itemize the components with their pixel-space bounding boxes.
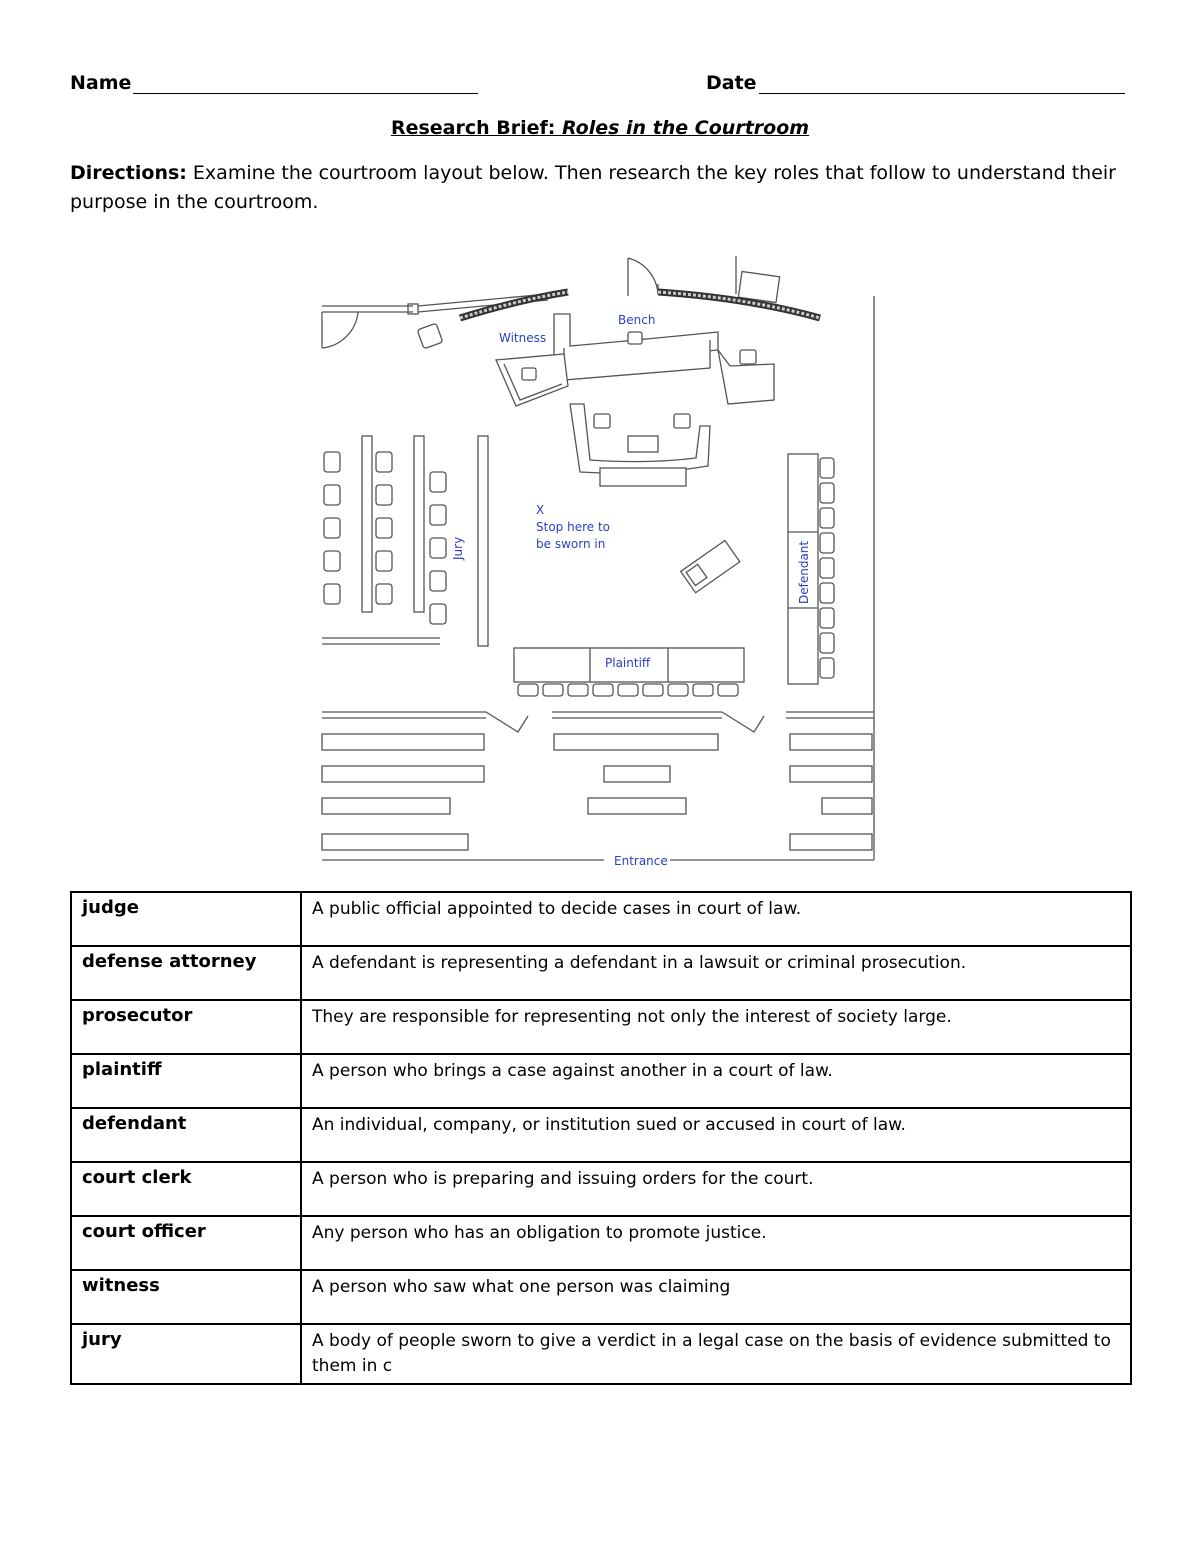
role-definition[interactable]: A public official appointed to decide cases in court of law. [301,892,1131,946]
role-definition[interactable]: A person who saw what one person was claiming [301,1270,1131,1324]
date-label: Date [706,72,757,94]
role-term: defense attorney [71,946,301,1000]
gate-left [486,712,528,732]
chair-icon [430,505,446,525]
date-blank-line[interactable] [759,73,1125,94]
chair-icon [417,323,443,349]
chair-icon [820,483,834,503]
chair-icon [376,485,392,505]
role-row [71,1270,1131,1324]
chair-icon [324,518,340,538]
chair-icon [376,551,392,571]
page-title [0,117,1200,139]
role-definition[interactable]: An individual, company, or institution sued or accused in court of law. [301,1108,1131,1162]
directions-text: Examine the courtroom layout below. Then research the key roles that follow to understand their purpose in the courtroom. [70,162,1116,213]
gate-right [722,712,764,732]
chair-icon [668,684,688,696]
defendant-label: Defendant [797,540,811,604]
title-prefix: Research Brief: [390,117,562,139]
role-term: court clerk [71,1162,301,1216]
chair-icon [324,485,340,505]
chair-icon [430,571,446,591]
name-label: Name [70,72,132,94]
directions-paragraph [70,159,1130,217]
chair-icon [593,684,613,696]
role-definition[interactable]: A body of people sworn to give a verdict in a legal case on the basis of evidence submitted to them in c [301,1324,1131,1384]
witness-label: Witness [499,331,547,345]
chair-icon [430,604,446,624]
chair-icon [376,584,392,604]
chair-icon [643,684,663,696]
sworn-mark: X [536,503,545,517]
role-definition[interactable]: A defendant is representing a defendant in a lawsuit or criminal prosecution. [301,946,1131,1000]
chair-icon [820,508,834,528]
chair-icon [820,608,834,628]
sworn-line2: be sworn in [536,537,606,551]
role-definition[interactable]: Any person who has an obligation to promote justice. [301,1216,1131,1270]
chair-icon [430,538,446,558]
chair-icon [324,452,340,472]
role-row [71,1054,1131,1108]
role-term: judge [71,892,301,946]
role-row [71,1324,1131,1384]
directions-label: Directions: [70,162,187,184]
chair-icon [693,684,713,696]
bench-label: Bench [618,313,656,327]
roles-table [70,891,1132,1385]
title-emphasis: Roles in the Courtroom [561,117,810,139]
role-definition[interactable]: A person who is preparing and issuing orders for the court. [301,1162,1131,1216]
role-term: prosecutor [71,1000,301,1054]
name-blank-line[interactable] [133,73,478,94]
role-definition[interactable]: They are responsible for representing not only the interest of society large. [301,1000,1131,1054]
chair-icon [568,684,588,696]
chair-icon [618,684,638,696]
sworn-line1: Stop here to [536,520,610,534]
court-reporter-chair-icon [594,414,610,428]
chair-icon [324,584,340,604]
door-swing-top [628,258,658,294]
chair-icon [376,452,392,472]
header-row [70,72,1126,100]
chair-icon [820,558,834,578]
plaintiff-label: Plaintiff [605,656,651,670]
role-row [71,1108,1131,1162]
defendant-chairs [820,458,834,678]
role-term: defendant [71,1108,301,1162]
roles-table-body [71,892,1131,1384]
courtroom-floor-plan [318,254,880,872]
chair-icon [820,583,834,603]
role-row [71,1000,1131,1054]
courtroom-floor-plan-drawing [318,254,880,872]
chair-icon [543,684,563,696]
jury-label: Jury [451,536,465,560]
jury-chairs [324,452,446,624]
chair-icon [430,472,446,492]
plaintiff-chairs [518,684,738,696]
lectern [681,540,740,592]
role-row [71,946,1131,1000]
entrance-label: Entrance [614,854,668,868]
chair-icon [376,518,392,538]
bailiff-chair-icon [674,414,690,428]
clerk-chair-icon [740,350,756,364]
role-row [71,1216,1131,1270]
chair-icon [820,458,834,478]
bar-rail [322,712,874,732]
chair-icon [820,633,834,653]
role-term: plaintiff [71,1054,301,1108]
role-term: jury [71,1324,301,1384]
role-definition[interactable]: A person who brings a case against another in a court of law. [301,1054,1131,1108]
role-term: witness [71,1270,301,1324]
role-row [71,892,1131,946]
chair-icon [518,684,538,696]
role-term: court officer [71,1216,301,1270]
witness-chair-icon [522,368,536,380]
name-field [70,72,478,94]
chair-icon [324,551,340,571]
chair-icon [820,658,834,678]
judge-chair-icon [628,332,642,344]
role-row [71,1162,1131,1216]
gallery-benches [322,734,872,850]
door-swing-left [322,312,358,348]
chair-icon [718,684,738,696]
chair-icon [820,533,834,553]
date-field [706,72,1125,94]
